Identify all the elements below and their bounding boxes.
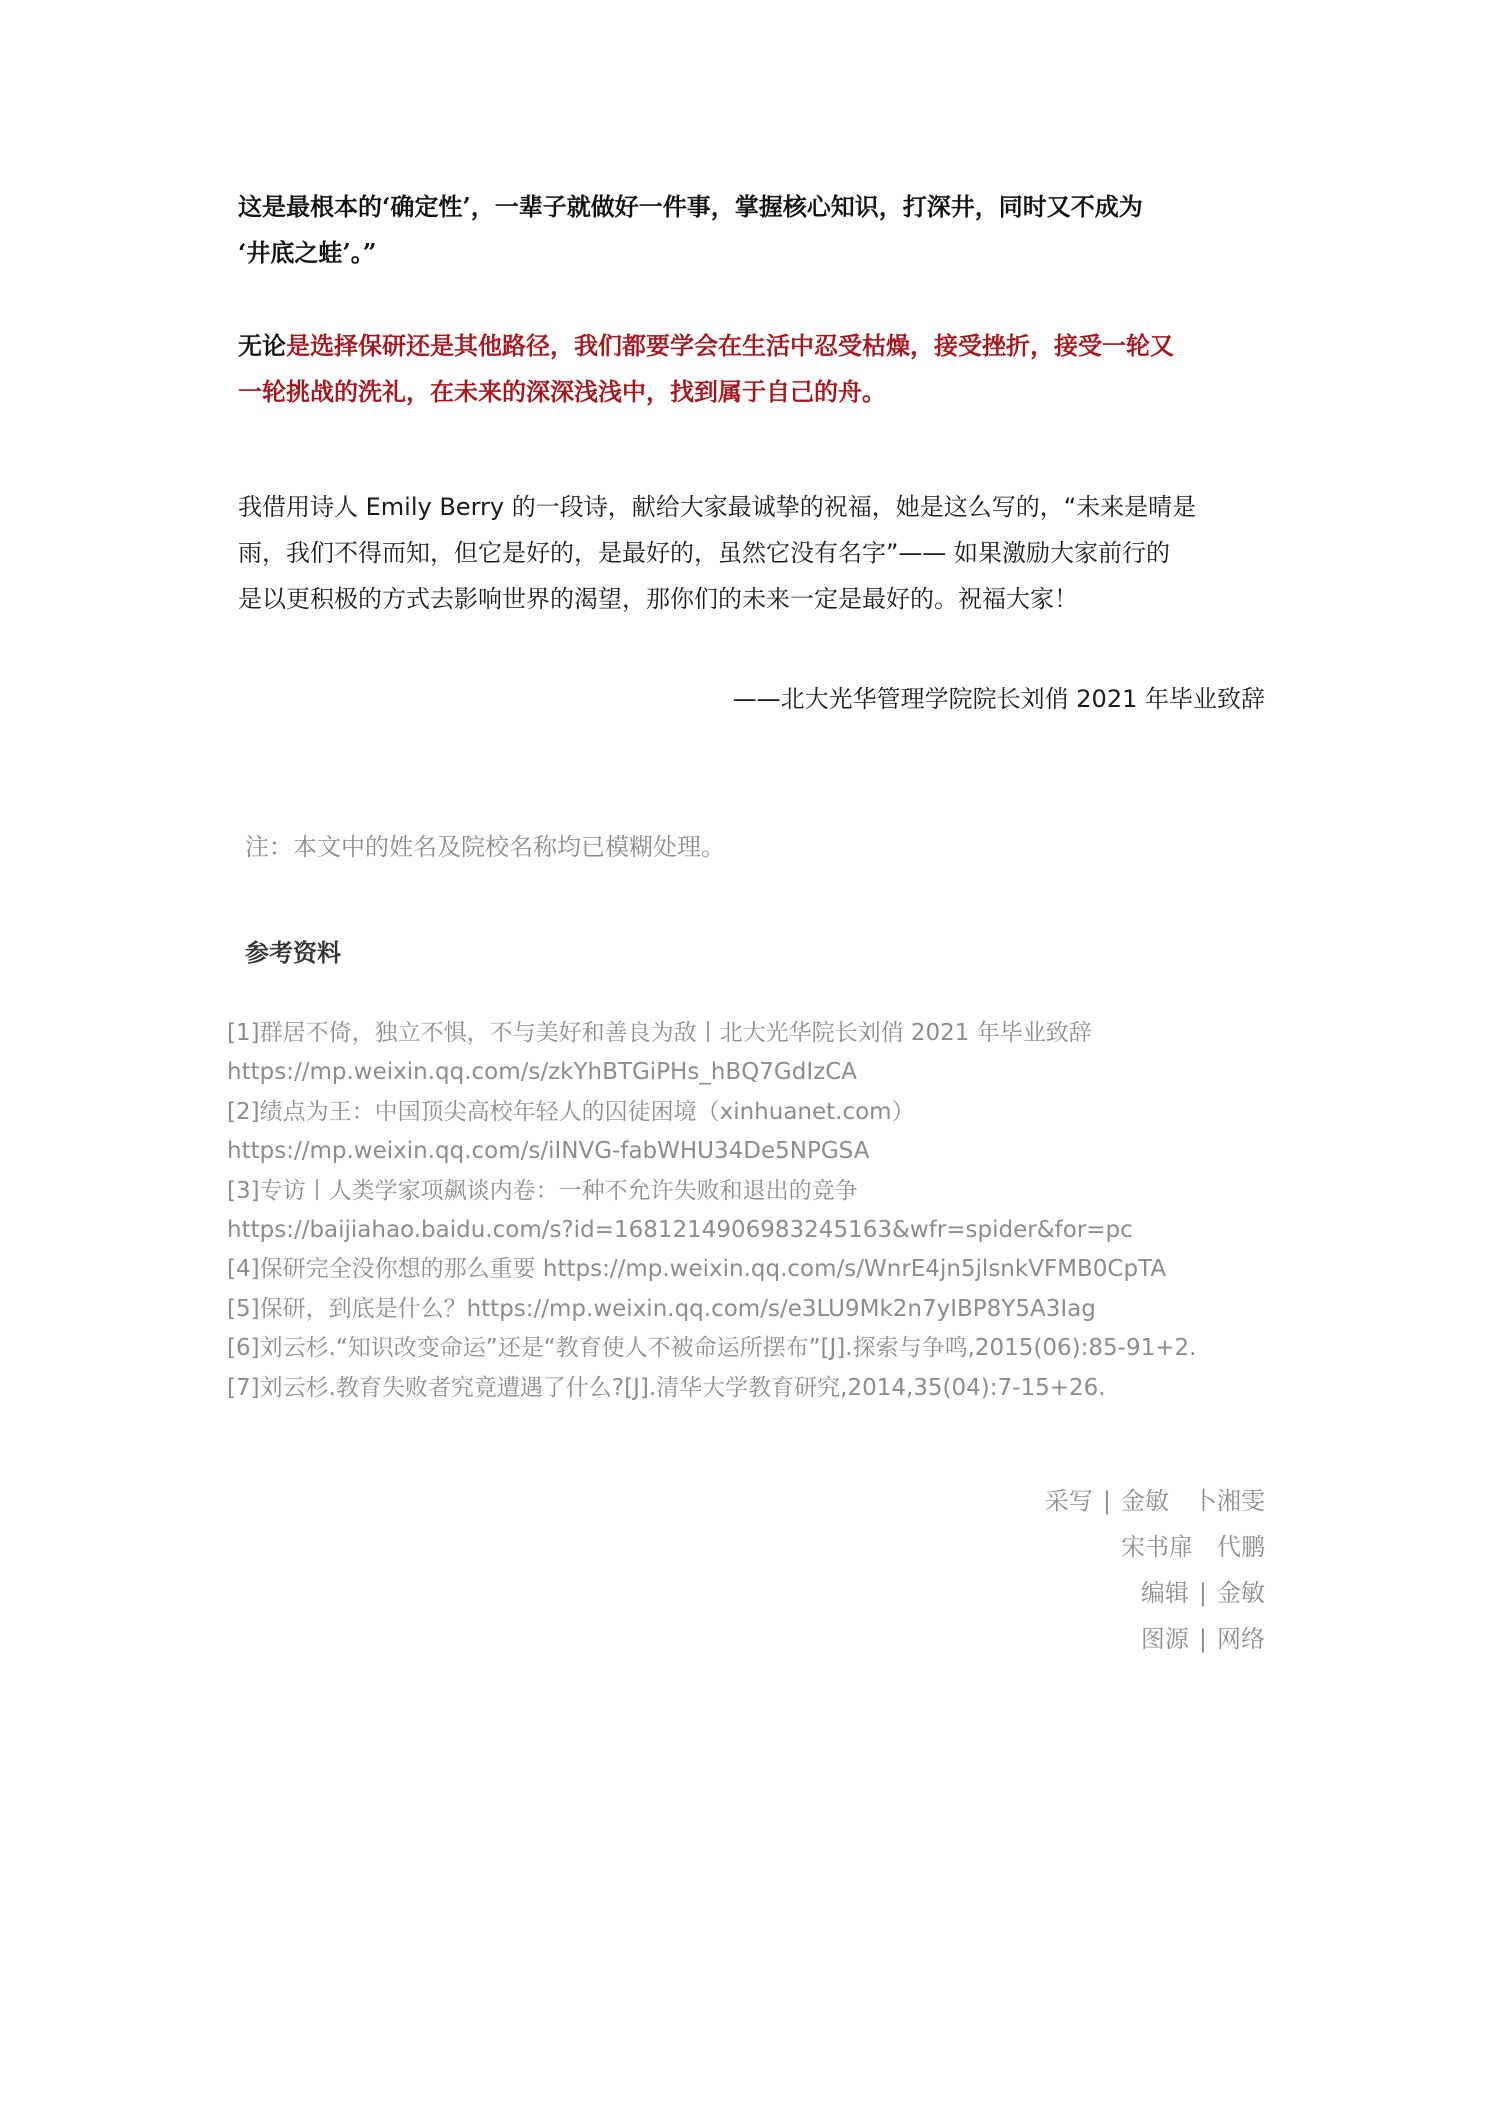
poem-paragraph <box>238 484 1265 622</box>
highlight-lead: 无论 <box>238 331 286 360</box>
reference-line[interactable]: [4]保研完全没你想的那么重要 https://mp.weixin.qq.com/s/WnrE4jn5jlsnkVFMB0CpTA <box>227 1256 1167 1283</box>
quote-paragraph <box>238 184 1265 276</box>
signature: ——北大光华管理学院院长刘俏 2021 年毕业致辞 <box>732 685 1265 713</box>
credits-block <box>1045 1478 1265 1662</box>
reference-line[interactable]: [5]保研，到底是什么？https://mp.weixin.qq.com/s/e3LU9Mk2n7yIBP8Y5A3Iag <box>227 1295 1096 1322</box>
highlight-emphasis: 一轮挑战的洗礼，在未来的深深浅浅中，找到属于自己的舟。 <box>238 377 886 406</box>
reference-link[interactable]: https://mp.weixin.qq.com/s/zkYhBTGiPHs_hBQ7GdIzCA <box>227 1059 857 1086</box>
poem-line: 我借用诗人 Emily Berry 的一段诗，献给大家最诚挚的祝福，她是这么写的，“未来是晴是 <box>238 493 1197 521</box>
credit-label: 图源 <box>1140 1625 1189 1653</box>
credit-names: 金敏 卜湘雯 <box>1121 1487 1265 1515</box>
reference-link[interactable]: https://mp.weixin.qq.com/s/iINVG-fabWHU34De5NPGSA <box>227 1138 870 1165</box>
highlight-emphasis: 是选择保研还是其他路径，我们都要学会在生活中忍受枯燥，接受挫折，接受一轮又 <box>286 331 1174 360</box>
credit-separator: | <box>1102 1487 1111 1515</box>
credit-reporting-cont <box>1045 1524 1265 1570</box>
quote-line: ‘井底之蛙’。” <box>238 238 377 267</box>
reference-line: [1]群居不倚，独立不惧，不与美好和善良为敌丨北大光华院长刘俏 2021 年毕业致辞 <box>227 1020 1092 1046</box>
highlight-line <box>238 323 1265 369</box>
reference-line: [2]绩点为王：中国顶尖高校年轻人的囚徒困境（xinhuanet.com） <box>227 1098 915 1125</box>
credit-separator: | <box>1198 1579 1207 1607</box>
credit-image-source <box>1045 1616 1265 1662</box>
credit-names: 金敏 <box>1217 1579 1265 1607</box>
credit-names: 网络 <box>1217 1625 1265 1653</box>
credit-label: 编辑 <box>1140 1579 1189 1607</box>
references-title: 参考资料 <box>245 939 341 967</box>
reference-line: [6]刘云杉.“知识改变命运”还是“教育使人不被命运所摆布”[J].探索与争鸣,2015(06):85-91+2. <box>227 1335 1197 1362</box>
credit-names: 宋书扉 代鹏 <box>1121 1533 1265 1561</box>
poem-line: 雨，我们不得而知，但它是好的，是最好的，虽然它没有名字”—— 如果激励大家前行的 <box>238 539 1171 567</box>
poem-line: 是以更积极的方式去影响世界的渴望，那你们的未来一定是最好的。祝福大家！ <box>238 585 1078 613</box>
note-text: 注：本文中的姓名及院校名称均已模糊处理。 <box>245 833 725 861</box>
credit-reporting <box>1045 1478 1265 1524</box>
reference-link[interactable]: https://baijiahao.baidu.com/s?id=1681214906983245163&wfr=spider&for=pc <box>227 1217 1133 1244</box>
reference-line: [3]专访丨人类学家项飙谈内卷：一种不允许失败和退出的竞争 <box>227 1177 858 1204</box>
quote-line: 这是最根本的‘确定性’，一辈子就做好一件事，掌握核心知识，打深井，同时又不成为 <box>238 192 1143 221</box>
reference-line: [7]刘云杉.教育失败者究竟遭遇了什么?[J].清华大学教育研究,2014,35(04):7-15+26. <box>227 1374 1106 1401</box>
references-list <box>227 1014 1287 1408</box>
credit-separator: | <box>1198 1625 1207 1653</box>
credit-label: 采写 <box>1044 1487 1093 1515</box>
highlight-paragraph <box>238 323 1265 415</box>
credit-editor <box>1045 1570 1265 1616</box>
